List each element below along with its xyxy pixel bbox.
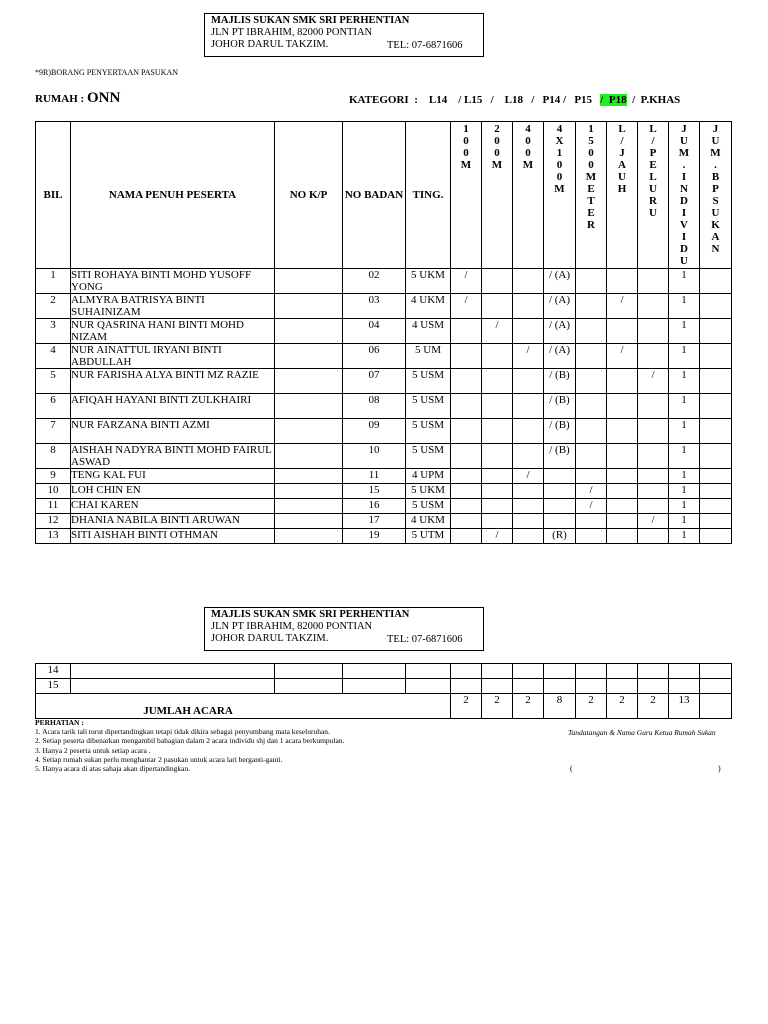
cell-nobadan: 11 [343, 469, 406, 484]
cell-e400: / [513, 344, 544, 369]
cell-nama: AFIQAH HAYANI BINTI ZULKHAIRI [71, 394, 275, 419]
kategori-options: L14 / L15 / L18 / P14 / P15 [428, 94, 601, 106]
cell-e1500: / [576, 484, 607, 499]
cell-jum-ind: 1 [669, 369, 700, 394]
empty-cell [451, 664, 482, 679]
cell-nokp [275, 469, 343, 484]
header-address: JLN PT IBRAHIM, 82000 PONTIAN [211, 27, 373, 38]
cell-jum-ind: 1 [669, 294, 700, 319]
total-cell: 2 [638, 694, 669, 719]
col-1500meter: 1 5 0 0 M E T E R [576, 122, 607, 269]
cell-e100 [451, 319, 482, 344]
cell-nokp [275, 394, 343, 419]
cell-jum-ind: 1 [669, 319, 700, 344]
school-header-repeat [204, 607, 484, 651]
cell-lontar [638, 269, 669, 294]
cell-ting: 5 USM [406, 499, 451, 514]
cell-nama: SITI AISHAH BINTI OTHMAN [71, 529, 275, 544]
cell-nama: DHANIA NABILA BINTI ARUWAN [71, 514, 275, 529]
note-item: 3. Hanya 2 peserta untuk setiap acara . [35, 745, 151, 755]
cell-lompat [607, 499, 638, 514]
cell-ting: 4 UKM [406, 514, 451, 529]
signature-label: Tandatangan & Nama Guru Ketua Rumah Sukan [568, 728, 716, 737]
cell-nokp [275, 319, 343, 344]
cell-e200: / [482, 529, 513, 544]
cell-nama: SITI ROHAYA BINTI MOHD YUSOFF YONG [71, 269, 275, 294]
cell-nobadan: 09 [343, 419, 406, 444]
table-row [36, 269, 732, 294]
cell-jum-bp [700, 529, 732, 544]
header-state: JOHOR DARUL TAKZIM. [211, 633, 329, 644]
cell-bil: 7 [36, 419, 71, 444]
cell-nama: NUR AINATTUL IRYANI BINTI ABDULLAH [71, 344, 275, 369]
notes-title: PERHATIAN : [35, 718, 84, 727]
cell-e4x100: / (A) [544, 294, 576, 319]
cell-jum-ind: 1 [669, 344, 700, 369]
cell-e200 [482, 469, 513, 484]
cell-lompat [607, 444, 638, 469]
table-row [36, 499, 732, 514]
header-title: MAJLIS SUKAN SMK SRI PERHENTIAN [211, 609, 410, 620]
cell-nokp [275, 529, 343, 544]
cell-e1500 [576, 319, 607, 344]
cell-jum-ind: 1 [669, 444, 700, 469]
cell-e100 [451, 344, 482, 369]
cell-e100 [451, 444, 482, 469]
cell-e1500 [576, 469, 607, 484]
note-item: 2. Setiap peserta dibenarkan mengambil bahagian dalam 2 acara individu shj dan 1 acara berkumpulan. [35, 736, 345, 746]
cell-e400 [513, 484, 544, 499]
cell-jum-ind: 1 [669, 419, 700, 444]
cell-e4x100: (R) [544, 529, 576, 544]
cell-bil: 10 [36, 484, 71, 499]
cell-e100 [451, 499, 482, 514]
col-100m: 1 0 0 M [451, 122, 482, 269]
cell-jum-ind: 1 [669, 529, 700, 544]
empty-cell [700, 679, 732, 694]
cell-lompat [607, 514, 638, 529]
cell-e1500 [576, 419, 607, 444]
empty-cell [71, 679, 275, 694]
note-item: 5. Hanya acara di atas sahaja akan dipertandingkan. [35, 764, 191, 774]
cell-lontar [638, 444, 669, 469]
col-nokp: NO K/P [275, 122, 343, 269]
cell-e4x100: / (B) [544, 369, 576, 394]
col-bil: BIL [36, 122, 71, 269]
cell-nobadan: 17 [343, 514, 406, 529]
cell-e400 [513, 499, 544, 514]
cell-ting: 4 UKM [406, 294, 451, 319]
empty-cell [406, 679, 451, 694]
cell-e100 [451, 514, 482, 529]
cell-nokp [275, 294, 343, 319]
cell-lompat: / [607, 294, 638, 319]
cell-lompat [607, 369, 638, 394]
empty-cell [275, 664, 343, 679]
cell-jum-bp [700, 294, 732, 319]
cell-e400 [513, 369, 544, 394]
cell-ting: 5 USM [406, 419, 451, 444]
cell-nobadan: 06 [343, 344, 406, 369]
table-row [36, 394, 732, 419]
empty-cell [343, 664, 406, 679]
cell-e200: / [482, 319, 513, 344]
cell-e1500 [576, 529, 607, 544]
cell-e100 [451, 469, 482, 484]
table-row [36, 679, 732, 694]
cell-nokp [275, 344, 343, 369]
cell-lontar [638, 394, 669, 419]
cell-e400: / [513, 469, 544, 484]
cell-e400 [513, 419, 544, 444]
cell-e1500 [576, 444, 607, 469]
col-400m: 4 0 0 M [513, 122, 544, 269]
cell-nobadan: 10 [343, 444, 406, 469]
cell-e100 [451, 369, 482, 394]
cell-jum-bp [700, 499, 732, 514]
cell-e1500 [576, 294, 607, 319]
header-title: MAJLIS SUKAN SMK SRI PERHENTIAN [211, 15, 410, 26]
cell-nama: NUR QASRINA HANI BINTI MOHD NIZAM [71, 319, 275, 344]
cell-nobadan: 04 [343, 319, 406, 344]
cell-lontar [638, 294, 669, 319]
total-cell: 2 [482, 694, 513, 719]
empty-cell [700, 664, 732, 679]
cell-e200 [482, 514, 513, 529]
total-cell: 8 [544, 694, 576, 719]
table-row [36, 529, 732, 544]
col-ting: TING. [406, 122, 451, 269]
empty-cell [275, 679, 343, 694]
cell-e200 [482, 394, 513, 419]
cell-e400 [513, 514, 544, 529]
cell-jum-ind: 1 [669, 484, 700, 499]
table-row [36, 514, 732, 529]
empty-cell [482, 679, 513, 694]
header-tel: TEL: 07-6871606 [387, 634, 463, 645]
cell-lompat [607, 419, 638, 444]
totals-row [36, 694, 732, 719]
cell-ting: 5 UKM [406, 484, 451, 499]
cell-jum-ind: 1 [669, 269, 700, 294]
rumah-value: ONN [86, 90, 121, 106]
cell-nobadan: 03 [343, 294, 406, 319]
empty-cell [406, 664, 451, 679]
cell-ting: 5 UKM [406, 269, 451, 294]
empty-cell [607, 679, 638, 694]
cell-jum-bp [700, 319, 732, 344]
signature-close-paren: ) [718, 764, 721, 773]
cell-lontar [638, 419, 669, 444]
cell-bil: 4 [36, 344, 71, 369]
cell-lompat: / [607, 344, 638, 369]
cell-e200 [482, 269, 513, 294]
col-4x100m: 4 X 1 0 0 M [544, 122, 576, 269]
cell-nama: ALMYRA BATRISYA BINTI SUHAINIZAM [71, 294, 275, 319]
cell-bil: 6 [36, 394, 71, 419]
empty-cell [544, 664, 576, 679]
cell-nobadan: 08 [343, 394, 406, 419]
cell-bil: 13 [36, 529, 71, 544]
cell-lontar: / [638, 514, 669, 529]
cell-lontar: / [638, 369, 669, 394]
col-nobadan: NO BADAN [343, 122, 406, 269]
cell-e200 [482, 484, 513, 499]
cell-jum-bp [700, 394, 732, 419]
col-jum-individu: J U M . I N D I V I D U [669, 122, 700, 269]
cell-ting: 5 USM [406, 394, 451, 419]
cell-lompat [607, 269, 638, 294]
cell-e100: / [451, 294, 482, 319]
cell-lompat [607, 319, 638, 344]
cell-nokp [275, 369, 343, 394]
table-row [36, 484, 732, 499]
cell-ting: 5 UM [406, 344, 451, 369]
cell-lontar [638, 529, 669, 544]
cell-jum-bp [700, 469, 732, 484]
cell-e4x100: / (B) [544, 444, 576, 469]
total-cell: 13 [669, 694, 700, 719]
cell-e4x100 [544, 469, 576, 484]
kategori-selected-slash: / [600, 94, 604, 106]
cell-ting: 5 UTM [406, 529, 451, 544]
cell-jum-bp [700, 444, 732, 469]
cell-jum-ind: 1 [669, 394, 700, 419]
cell-e1500 [576, 394, 607, 419]
cell-jum-bp [700, 344, 732, 369]
cell-nobadan: 19 [343, 529, 406, 544]
cell-e400 [513, 294, 544, 319]
cell-e200 [482, 344, 513, 369]
cell-e1500 [576, 269, 607, 294]
participants-table [35, 121, 732, 544]
cell-bil: 12 [36, 514, 71, 529]
table-row [36, 369, 732, 394]
cell-nobadan: 07 [343, 369, 406, 394]
cell-nokp [275, 419, 343, 444]
cell-lontar [638, 344, 669, 369]
empty-cell [482, 664, 513, 679]
cell-bil: 1 [36, 269, 71, 294]
header-address: JLN PT IBRAHIM, 82000 PONTIAN [211, 621, 373, 632]
school-header [204, 13, 484, 57]
col-nama: NAMA PENUH PESERTA [71, 122, 275, 269]
total-cell: 2 [513, 694, 544, 719]
empty-cell [544, 679, 576, 694]
cell-lontar [638, 469, 669, 484]
empty-cell [576, 664, 607, 679]
empty-cell [343, 679, 406, 694]
cell-bil: 14 [36, 664, 71, 679]
total-cell: 2 [451, 694, 482, 719]
cell-bil: 15 [36, 679, 71, 694]
cell-e1500 [576, 344, 607, 369]
table-row [36, 319, 732, 344]
cell-e200 [482, 294, 513, 319]
cell-e4x100: / (A) [544, 269, 576, 294]
header-tel: TEL: 07-6871606 [387, 40, 463, 51]
table-row [36, 419, 732, 444]
empty-cell [638, 679, 669, 694]
cell-e1500 [576, 514, 607, 529]
table-row [36, 344, 732, 369]
table-row [36, 444, 732, 469]
header-state: JOHOR DARUL TAKZIM. [211, 39, 329, 50]
cell-lontar [638, 484, 669, 499]
cell-e4x100 [544, 514, 576, 529]
form-reference: *9R)BORANG PENYERTAAN PASUKAN [35, 68, 179, 77]
cell-lompat [607, 469, 638, 484]
cell-bil: 5 [36, 369, 71, 394]
note-item: 1. Acara tarik tali turut dipertandingkan tetapi tidak dikira sebagai penyumbang mata keseluruhan. [35, 727, 330, 737]
empty-cell [71, 664, 275, 679]
cell-bil: 8 [36, 444, 71, 469]
col-jum-bpsukan: J U M . B P S U K A N [700, 122, 732, 269]
cell-jum-ind: 1 [669, 499, 700, 514]
cell-jum-bp [700, 514, 732, 529]
empty-cell [576, 679, 607, 694]
cell-bil: 3 [36, 319, 71, 344]
cell-ting: 5 USM [406, 444, 451, 469]
cell-lontar [638, 499, 669, 514]
cell-lontar [638, 319, 669, 344]
cell-e100 [451, 484, 482, 499]
cell-ting: 5 USM [406, 369, 451, 394]
table-row [36, 294, 732, 319]
kategori-label: KATEGORI : [349, 94, 418, 106]
cell-e400 [513, 529, 544, 544]
total-cell [700, 694, 732, 719]
cell-nobadan: 16 [343, 499, 406, 514]
cell-e1500 [576, 369, 607, 394]
cell-e4x100: / (B) [544, 394, 576, 419]
rumah-label: RUMAH : [35, 93, 87, 105]
cell-lompat [607, 394, 638, 419]
cell-e200 [482, 499, 513, 514]
cell-e4x100: / (A) [544, 344, 576, 369]
cell-jum-bp [700, 419, 732, 444]
note-item: 4. Setiap rumah sukan perlu menghantar 2 pasukan untuk acara lari berganti-ganti. [35, 754, 283, 764]
table-row [36, 469, 732, 484]
cell-e200 [482, 369, 513, 394]
cell-nobadan: 15 [343, 484, 406, 499]
empty-cell [513, 664, 544, 679]
col-lompat-jauh: L / J A U H [607, 122, 638, 269]
cell-e4x100: / (B) [544, 419, 576, 444]
cell-ting: 4 USM [406, 319, 451, 344]
cell-e4x100 [544, 499, 576, 514]
cell-nama: CHAI KAREN [71, 499, 275, 514]
cell-bil: 11 [36, 499, 71, 514]
cell-e400 [513, 319, 544, 344]
empty-cell [451, 679, 482, 694]
kategori-options-after: / P.KHAS [626, 94, 681, 106]
cell-e400 [513, 394, 544, 419]
cell-nokp [275, 484, 343, 499]
continuation-table [35, 663, 732, 719]
cell-e400 [513, 269, 544, 294]
col-200m: 2 0 0 M [482, 122, 513, 269]
total-cell: 2 [576, 694, 607, 719]
cell-e1500: / [576, 499, 607, 514]
cell-jum-bp [700, 484, 732, 499]
cell-e200 [482, 444, 513, 469]
empty-cell [669, 679, 700, 694]
cell-jum-ind: 1 [669, 514, 700, 529]
rumah-field [35, 90, 120, 107]
cell-e400 [513, 444, 544, 469]
cell-e100: / [451, 269, 482, 294]
cell-bil: 9 [36, 469, 71, 484]
empty-cell [607, 664, 638, 679]
cell-jum-bp [700, 369, 732, 394]
table-row [36, 664, 732, 679]
cell-nobadan: 02 [343, 269, 406, 294]
jumlah-acara-label: JUMLAH ACARA [36, 694, 451, 719]
cell-nama: NUR FARZANA BINTI AZMI [71, 419, 275, 444]
table-header-row [36, 122, 732, 269]
cell-nama: NUR FARISHA ALYA BINTI MZ RAZIE [71, 369, 275, 394]
cell-ting: 4 UPM [406, 469, 451, 484]
notes-section [35, 718, 344, 773]
cell-e4x100 [544, 484, 576, 499]
kategori-field [349, 94, 680, 106]
cell-nokp [275, 499, 343, 514]
cell-nama: AISHAH NADYRA BINTI MOHD FAIRUL ASWAD [71, 444, 275, 469]
cell-lompat [607, 529, 638, 544]
cell-jum-ind: 1 [669, 469, 700, 484]
signature-open-paren: ( [570, 764, 573, 773]
cell-nokp [275, 444, 343, 469]
cell-e100 [451, 419, 482, 444]
cell-bil: 2 [36, 294, 71, 319]
cell-e200 [482, 419, 513, 444]
cell-e100 [451, 529, 482, 544]
kategori-selected: P18 [603, 94, 627, 106]
col-lontar-peluru: L / P E L U R U [638, 122, 669, 269]
empty-cell [669, 664, 700, 679]
cell-nokp [275, 269, 343, 294]
cell-nama: TENG KAL FUI [71, 469, 275, 484]
cell-e4x100: / (A) [544, 319, 576, 344]
cell-nama: LOH CHIN EN [71, 484, 275, 499]
cell-lompat [607, 484, 638, 499]
empty-cell [513, 679, 544, 694]
cell-nokp [275, 514, 343, 529]
total-cell: 2 [607, 694, 638, 719]
cell-e100 [451, 394, 482, 419]
empty-cell [638, 664, 669, 679]
cell-jum-bp [700, 269, 732, 294]
